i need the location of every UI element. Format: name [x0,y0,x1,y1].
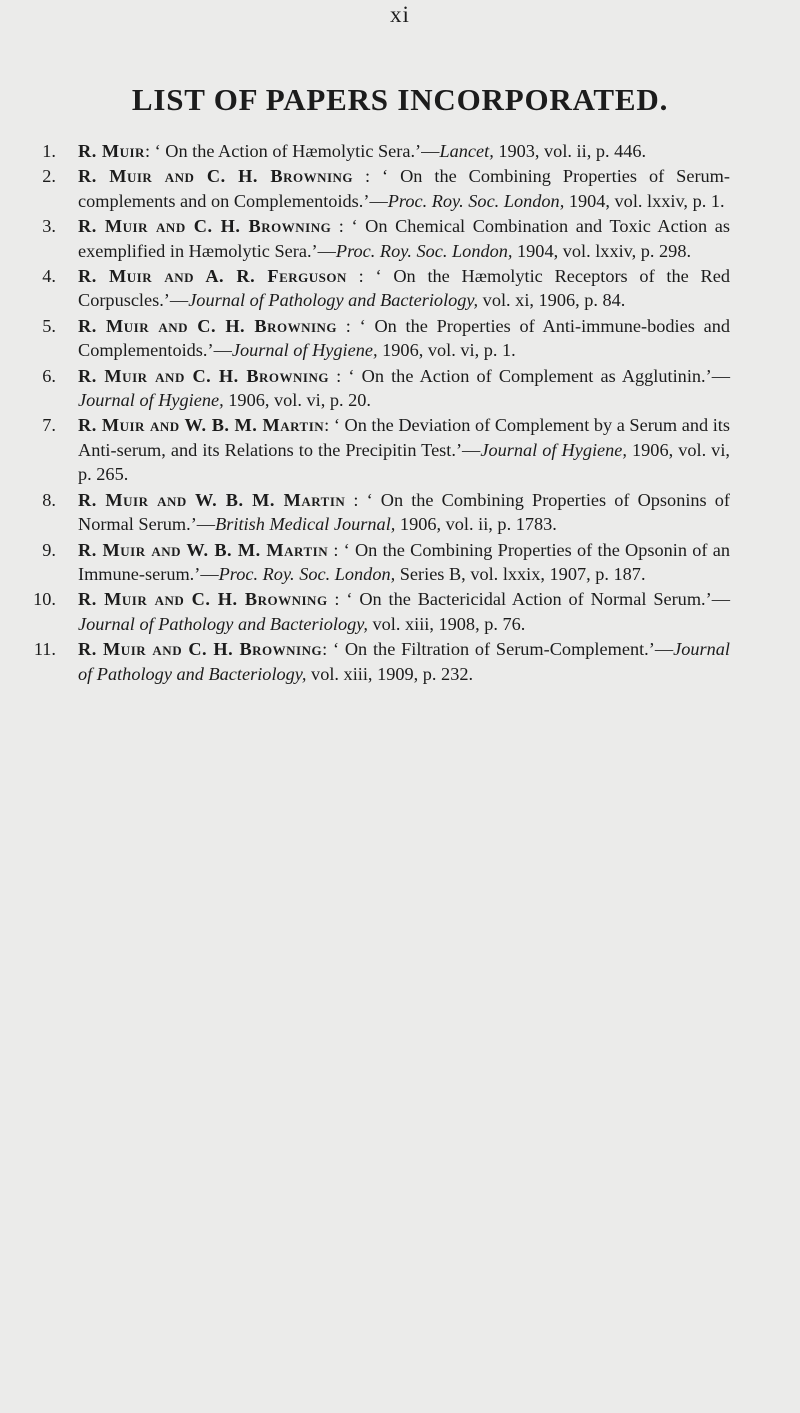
reference-separator: : [324,415,334,436]
reference-title: ‘ On the Bactericidal Action of Normal Serum.’— [346,589,730,610]
reference-title: ‘ On the Combining Properties of Opsonins of Normal Serum.’— [78,489,730,535]
reference-details: vol. xiii, 1909, p. 232. [306,663,474,684]
reference-item [30,164,730,213]
reference-authors: R. Muir [78,141,145,161]
reference-title: ‘ On the Action of Complement as Agglutinin.’— [348,365,730,386]
reference-number: 1. [42,141,56,161]
reference-title: ‘ On the Deviation of Complement by a Serum and its Anti-serum, and its Relations to the Precipitin Test.’— [78,415,730,460]
reference-title: ‘ On Chemical Combination and Toxic Action as exemplified in Hæmolytic Sera.’— [78,216,730,261]
reference-number: 4. [42,266,56,287]
reference-number: 6. [42,365,56,386]
reference-item [30,314,730,363]
reference-authors: R. Muir and A. R. Ferguson [78,266,347,287]
reference-authors: R. Muir and C. H. Browning [78,315,338,336]
reference-title: ‘ On the Combining Properties of the Opsonin of an Immune-serum.’— [78,539,730,584]
reference-authors: R. Muir and C. H. Browning [78,216,332,237]
reference-separator: : [353,166,383,187]
reference-details: 1906, vol. vi, p. 1. [377,340,516,361]
reference-separator: : [322,639,333,660]
reference-separator: : [346,266,376,287]
reference-authors: R. Muir and C. H. Browning [78,365,329,386]
reference-number: 9. [42,539,56,560]
reference-separator: : [337,315,360,336]
reference-title: ‘ On the Properties of Anti-immune-bodies and Complementoids.’— [78,315,730,361]
reference-journal: Proc. Roy. Soc. London, [387,190,565,211]
reference-title: ‘ On the Action of Hæmolytic Sera.’— [154,141,440,161]
reference-journal: Journal of Pathology and Bacteriology, [78,639,730,684]
reference-details: 1903, vol. ii, p. 446. [493,141,647,161]
reference-details: 1904, vol. lxxiv, p. 298. [512,240,692,261]
reference-authors: R. Muir and C. H. Browning [78,639,323,660]
reference-details: 1906, vol. vi, p. 20. [223,390,371,411]
reference-item [30,637,730,686]
reference-list [30,139,730,687]
reference-details: Series B, vol. lxxix, 1907, p. 187. [395,563,646,584]
reference-number: 5. [42,315,56,336]
reference-details: vol. xi, 1906, p. 84. [478,290,626,311]
page-number: xi [390,2,410,27]
reference-journal: Journal of Pathology and Bacteriology, [78,613,368,634]
reference-number: 11. [33,639,56,660]
reference-item [30,488,730,537]
reference-title: ‘ On the Filtration of Serum-Complement.’— [332,639,674,660]
reference-journal: Proc. Roy. Soc. London, [335,240,513,261]
page-title: LIST OF PAPERS INCORPORATED. [131,82,669,117]
reference-separator: : [328,365,349,386]
reference-authors: R. Muir and W. B. M. Martin [78,415,325,436]
reference-journal: Lancet, [439,141,494,161]
reference-journal: Proc. Roy. Soc. London, [218,563,396,584]
reference-authors: R. Muir and W. B. M. Martin [78,489,346,510]
reference-item [30,413,730,486]
reference-item [30,538,730,587]
reference-journal: Journal of Pathology and Bacteriology, [188,290,479,311]
reference-journal: British Medical Journal, [215,514,396,535]
reference-details: 1906, vol. vi, p. 265. [78,439,730,485]
reference-journal: Journal of Hygiene, [231,340,378,361]
reference-item [30,214,730,263]
reference-separator: : [144,141,155,161]
reference-journal: Journal of Hygiene, [480,439,627,460]
reference-number: 8. [42,489,56,510]
reference-authors: R. Muir and C. H. Browning [78,166,354,187]
reference-separator: : [327,589,347,610]
reference-title: ‘ On the Combining Properties of Serum-complements and on Complementoids.’— [78,166,730,211]
reference-number: 7. [42,415,56,436]
reference-separator: : [345,489,367,510]
reference-number: 3. [42,216,56,237]
reference-number: 2. [42,166,56,187]
reference-item [30,587,730,636]
reference-details: 1906, vol. ii, p. 1783. [395,514,557,535]
reference-details: 1904, vol. lxxiv, p. 1. [564,190,725,211]
reference-title: ‘ On the Hæmolytic Receptors of the Red Corpuscles.’— [78,266,730,311]
reference-journal: Journal of Hygiene, [78,390,224,411]
reference-authors: R. Muir and W. B. M. Martin [78,539,329,560]
reference-details: vol. xiii, 1908, p. 76. [367,613,526,634]
reference-item [30,139,730,163]
reference-item [30,364,730,413]
reference-item [30,264,730,313]
reference-separator: : [328,539,344,560]
reference-authors: R. Muir and C. H. Browning [78,589,328,610]
reference-number: 10. [33,589,56,610]
reference-separator: : [331,216,352,237]
